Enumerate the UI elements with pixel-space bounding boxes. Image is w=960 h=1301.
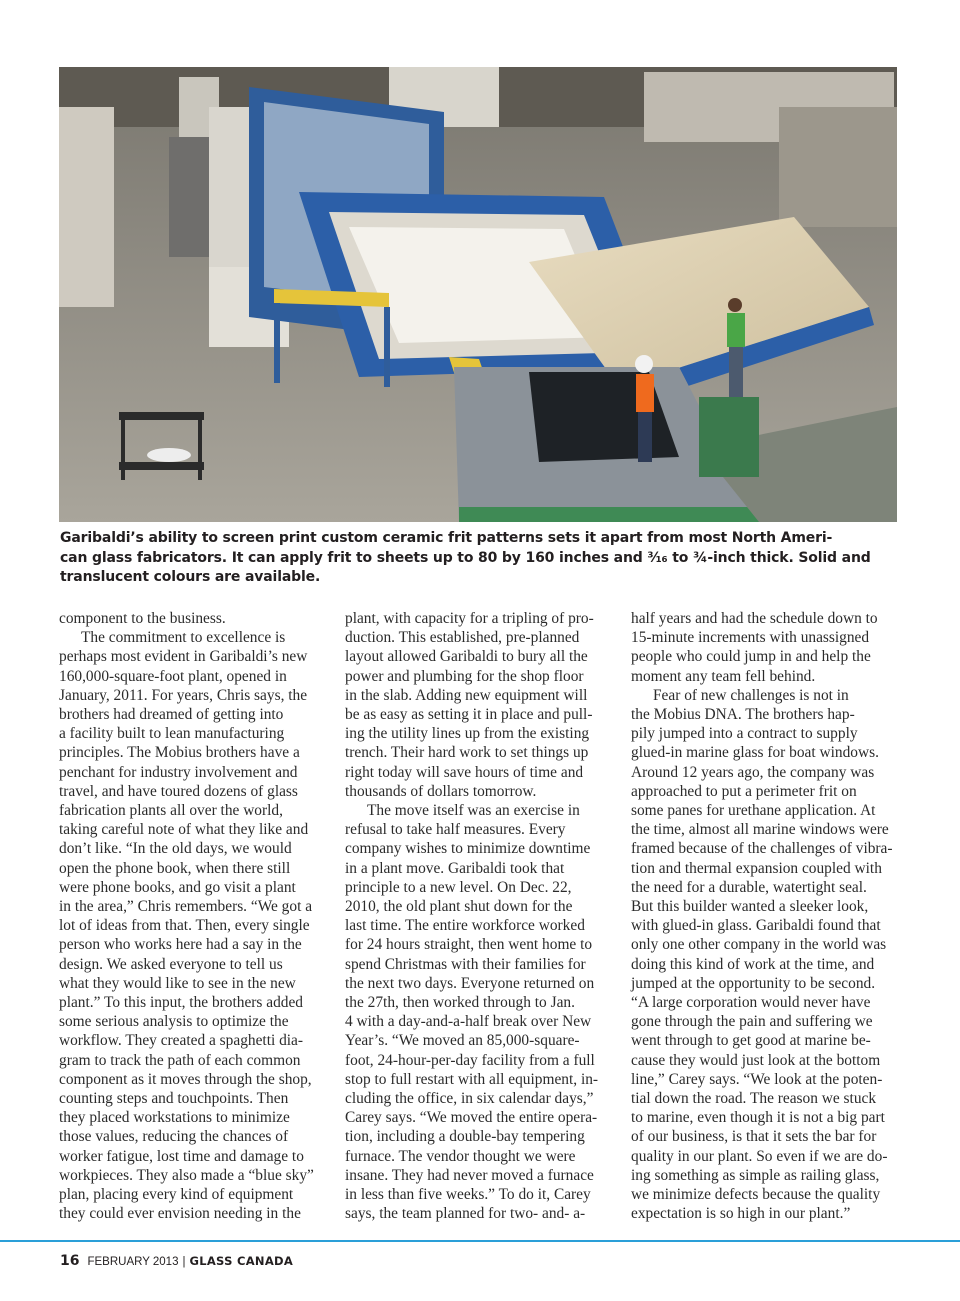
article-line: January, 2011. For years, Chris says, the [59, 686, 308, 704]
magazine-name: GLASS CANADA [189, 1254, 294, 1268]
photo-caption [60, 529, 900, 588]
article-line: thousands of dollars tomorrow. [345, 782, 537, 800]
article-line: penchant for industry involvement and [59, 763, 298, 781]
article-line: trench. Their hard work to set things up [345, 744, 589, 762]
article-line: some serious analysis to optimize the [59, 1013, 289, 1031]
article-column-1 [59, 609, 331, 1224]
article-line: gram to track the path of each common [59, 1051, 301, 1069]
article-line: people who could jump in and help the [631, 648, 871, 666]
article-line: to marine, even though it is not a big part [631, 1109, 885, 1127]
article-line: 160,000-square-foot plant, opened in [59, 667, 287, 685]
article-line: quality in our plant. So even if we are do- [631, 1147, 888, 1165]
footer-separator: | [182, 1256, 186, 1268]
article-line: in a plant move. Garibaldi took that [345, 859, 565, 877]
article-line: for 24 hours straight, then went home to [345, 936, 593, 954]
article-column-2 [345, 609, 617, 1224]
article-line: lot of ideas from that. Then, every single [59, 917, 310, 935]
article-line: cluding the office, in six calendar days,” [345, 1090, 594, 1108]
article-line: pily jumped into a contract to supply [631, 725, 858, 743]
article-line: went through to get good at marine be- [631, 1032, 871, 1050]
article-line: But this builder wanted a sleeker look, [631, 898, 869, 916]
issue-date: FEBRUARY 2013 [87, 1256, 179, 1268]
article-line: 2010, the old plant shut down for the [345, 898, 573, 916]
article-line: we minimize defects because the quality [631, 1186, 881, 1204]
article-line: 4 with a day-and-a-half break over New [345, 1013, 592, 1031]
article-line: tion, including a double-bay tempering [345, 1128, 585, 1146]
article-line: layout allowed Garibaldi to bury all the [345, 648, 588, 666]
article-line: duction. This established, pre-planned [345, 629, 580, 647]
article-line: tion and thermal expansion coupled with [631, 859, 882, 877]
article-line: moment any team fell behind. [631, 667, 816, 685]
article-line: insane. They had never moved a furnace [345, 1166, 594, 1184]
article-line: component as it moves through the shop, [59, 1070, 312, 1088]
article-line: expectation is so high in our plant.” [631, 1205, 851, 1223]
article-line: workpieces. They also made a “blue sky” [59, 1166, 314, 1184]
article-line: brothers had dreamed of getting into [59, 706, 284, 724]
article-line: The move itself was an exercise in [367, 802, 580, 820]
article-line: counting steps and touchpoints. Then [59, 1090, 289, 1108]
article-line: Carey says. “We moved the entire opera- [345, 1109, 598, 1127]
article-line: foot, 24-hour-per-day facility from a full [345, 1051, 595, 1069]
article-line: doing this kind of work at the time, and [631, 955, 875, 973]
footer-rule [0, 1240, 960, 1242]
article-line: framed because of the challenges of vibra- [631, 840, 893, 858]
article-line: “A large corporation would never have [631, 994, 871, 1012]
article-line: ing something as simple as railing glass, [631, 1166, 880, 1184]
article-line: glued-in marine glass for boat windows. [631, 744, 879, 762]
article-line: last time. The entire workforce worked [345, 917, 585, 935]
caption-line: can glass fabricators. It can apply frit to sheets up to 80 by 160 inches and ³⁄₁₆ to ¾-inch thick. Solid and [60, 549, 871, 566]
article-line: the time, almost all marine windows were [631, 821, 889, 839]
article-line: the need for a durable, watertight seal. [631, 878, 867, 896]
page-footer [60, 1253, 293, 1271]
article-line: half years and had the schedule down to [631, 610, 878, 627]
caption-line: translucent colours are available. [60, 569, 321, 585]
article-line: in the area,” Chris remembers. “We got a [59, 898, 313, 916]
article-line: they placed workstations to minimize [59, 1109, 290, 1127]
article-line: plan, placing every kind of equipment [59, 1186, 294, 1204]
article-line: in less than five weeks.” To do it, Carey [345, 1186, 591, 1204]
article-line: power and plumbing for the shop floor [345, 667, 584, 685]
article-line: were phone books, and go visit a plant [59, 878, 296, 896]
article-line: ing the utility lines up from the existing [345, 725, 590, 743]
article-line: component to the business. [59, 610, 226, 627]
article-line: principle to a new level. On Dec. 22, [345, 878, 572, 896]
article-line: in the slab. Adding new equipment will [345, 686, 588, 704]
article-line: they could ever envision needing in the [59, 1205, 301, 1223]
article-line: what they would like to see in the new [59, 974, 296, 992]
article-line: plant, with capacity for a tripling of pro- [345, 610, 594, 627]
article-line: fabrication plants all over the world, [59, 802, 283, 820]
article-line: jumped at the opportunity to be second. [631, 974, 876, 992]
article-line: The commitment to excellence is [81, 629, 286, 647]
article-line: cause they would just look at the bottom [631, 1051, 881, 1069]
article-line: plant.” To this input, the brothers added [59, 994, 303, 1012]
article-line: a facility built to lean manufacturing [59, 725, 285, 743]
article-line: don’t like. “In the old days, we would [59, 840, 292, 858]
article-line: 15-minute increments with unassigned [631, 629, 870, 647]
factory-photo [59, 67, 897, 522]
article-line: taking careful note of what they like and [59, 821, 309, 839]
article-line: of our business, is that it sets the bar for [631, 1128, 877, 1146]
article-line: spend Christmas with their families for [345, 955, 586, 973]
article-line: refusal to take half measures. Every [345, 821, 566, 839]
article-line: approached to put a perimeter frit on [631, 782, 857, 800]
article-line: those values, reducing the chances of [59, 1128, 289, 1146]
article-line: line,” Carey says. “We look at the poten- [631, 1070, 883, 1088]
article-line: Fear of new challenges is not in [653, 686, 849, 704]
article-line: company wishes to minimize downtime [345, 840, 591, 858]
article-line: only one other company in the world was [631, 936, 887, 954]
article-line: principles. The Mobius brothers have a [59, 744, 300, 762]
article-line: right today will save hours of time and [345, 763, 584, 781]
article-line: the next two days. Everyone returned on [345, 974, 595, 992]
article-line: design. We asked everyone to tell us [59, 955, 283, 973]
article-line: person who works here had a say in the [59, 936, 302, 954]
article-line: the 27th, then worked through to Jan. [345, 994, 575, 1012]
article-line: gone through the pain and suffering we [631, 1013, 873, 1031]
caption-line: Garibaldi’s ability to screen print custom ceramic frit patterns sets it apart from most North Ameri- [60, 530, 833, 546]
article-line: with glued-in glass. Garibaldi found that [631, 917, 881, 935]
article-line: travel, and have toured dozens of glass [59, 782, 298, 800]
article-line: worker fatigue, lost time and damage to [59, 1147, 304, 1165]
factory-photo-illustration [59, 67, 897, 522]
article-line: be as easy as setting it in place and pull- [345, 706, 593, 724]
article-line: furnace. The vendor thought we were [345, 1147, 576, 1165]
article-column-3 [631, 609, 903, 1224]
page-number: 16 [60, 1253, 80, 1269]
article-line: the Mobius DNA. The brothers hap- [631, 706, 855, 724]
article-line: tial down the road. The reason we stuck [631, 1090, 877, 1108]
article-line: perhaps most evident in Garibaldi’s new [59, 648, 308, 666]
article-line: open the phone book, when there still [59, 859, 291, 877]
article-line: stop to full restart with all equipment, in- [345, 1070, 599, 1088]
article-line: Around 12 years ago, the company was [631, 763, 875, 781]
article-line: Year’s. “We moved an 85,000-square- [345, 1032, 580, 1050]
article-line: some panes for urethane application. At [631, 802, 876, 820]
article-line: says, the team planned for two- and- a- [345, 1205, 586, 1223]
article-line: workflow. They created a spaghetti dia- [59, 1032, 304, 1050]
